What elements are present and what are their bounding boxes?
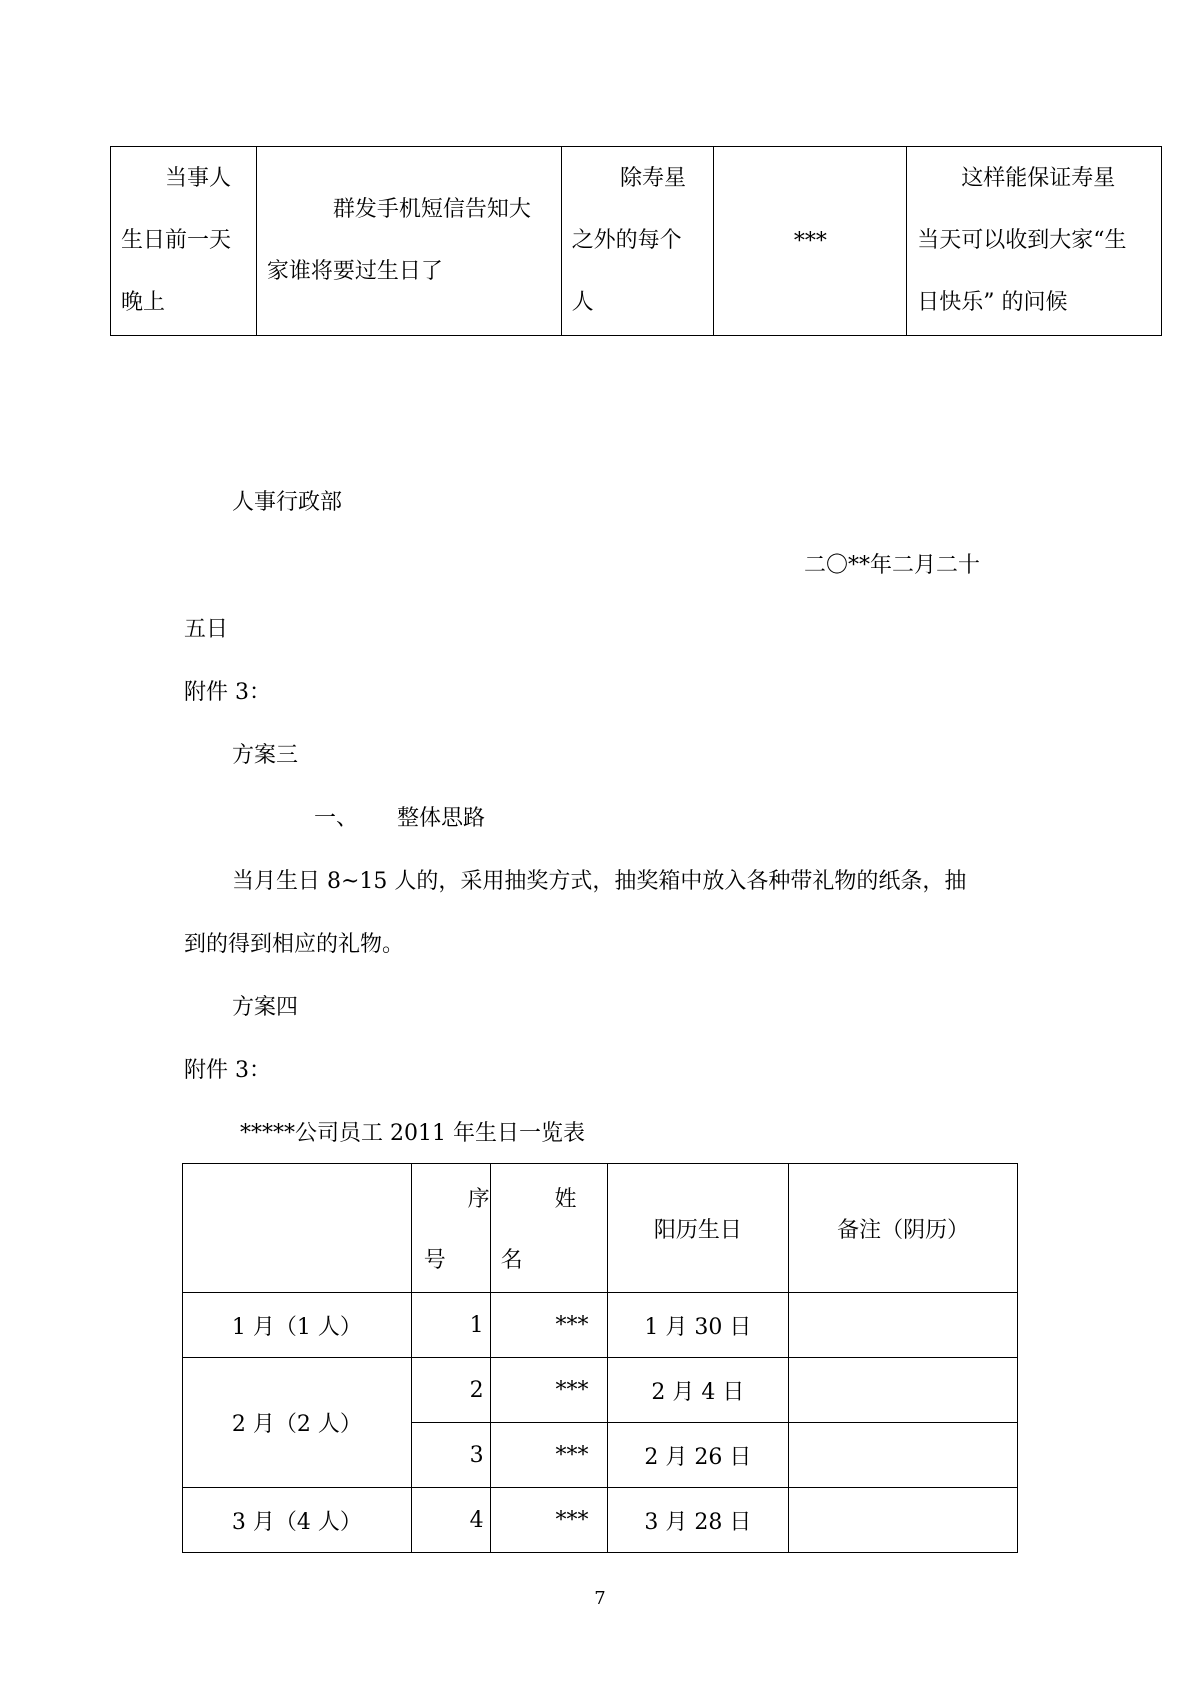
birthday-table-title: *****公司员工 2011 年生日一览表 [240, 1121, 585, 1146]
target-line: 之外的每个 [571, 228, 682, 253]
month-cell: 1 月（1 人） [183, 1293, 412, 1358]
time-line: 当事人 [165, 166, 232, 191]
name-cell: *** [490, 1423, 607, 1488]
table-row [111, 147, 1162, 336]
plan-three-title: 方案三 [232, 743, 299, 768]
name-cell: *** [490, 1488, 607, 1553]
action-cell [256, 147, 561, 336]
target-line: 人 [571, 290, 594, 315]
date-cell: 1 月 30 日 [607, 1293, 789, 1358]
note-line: 日快乐” 的问候 [917, 290, 1068, 315]
time-cell [111, 147, 257, 336]
note-line: 当天可以收到大家“生 [917, 228, 1127, 253]
note-cell [907, 147, 1162, 336]
remark-cell [789, 1423, 1018, 1488]
date-line: 二〇**年二月二十 [804, 553, 981, 578]
attachment-label: 附件 3： [184, 680, 271, 705]
seq-header [411, 1164, 490, 1293]
target-cell [561, 147, 714, 336]
table-row [183, 1358, 1018, 1423]
target-line: 除寿星 [619, 166, 686, 191]
month-cell: 3 月（4 人） [183, 1488, 412, 1553]
action-line: 群发手机短信告知大 [332, 197, 531, 222]
month-header [183, 1164, 412, 1293]
table-row [183, 1293, 1018, 1358]
date-cell: 3 月 28 日 [607, 1488, 789, 1553]
solar-birthday-header: 阳历生日 [607, 1164, 789, 1293]
action-line: 家谁将要过生日了 [266, 259, 443, 284]
birthday-table [182, 1163, 1018, 1553]
remark-cell [789, 1293, 1018, 1358]
department-name: 人事行政部 [232, 490, 343, 515]
table-header-row [183, 1164, 1018, 1293]
seq-cell: 3 [411, 1423, 490, 1488]
remark-cell [789, 1488, 1018, 1553]
page-number: 7 [594, 1588, 606, 1609]
name-cell: *** [490, 1358, 607, 1423]
seq-cell: 1 [411, 1293, 490, 1358]
seq-cell: 4 [411, 1488, 490, 1553]
date-cell: 2 月 4 日 [607, 1358, 789, 1423]
attachment-label-2: 附件 3： [184, 1058, 271, 1083]
seq-header-top: 序 [467, 1187, 490, 1212]
name-header-top: 姓 [554, 1187, 577, 1212]
date-cell: 2 月 26 日 [607, 1423, 789, 1488]
schedule-table [110, 146, 1162, 336]
name-header [490, 1164, 607, 1293]
remark-cell [789, 1358, 1018, 1423]
date-line-continued: 五日 [184, 617, 229, 642]
name-header-bottom: 名 [500, 1248, 523, 1273]
time-line: 生日前一天 [121, 228, 232, 253]
section-number: 一、 [314, 806, 359, 831]
remark-header: 备注（阴历） [789, 1164, 1018, 1293]
person-cell: *** [714, 147, 907, 336]
month-cell: 2 月（2 人） [183, 1358, 412, 1488]
note-line: 这样能保证寿星 [961, 166, 1116, 191]
name-cell: *** [490, 1293, 607, 1358]
time-line: 晚上 [121, 290, 166, 315]
plan-four-title: 方案四 [232, 995, 299, 1020]
table-row [183, 1488, 1018, 1553]
section-title: 整体思路 [397, 806, 486, 831]
seq-cell: 2 [411, 1358, 490, 1423]
plan-three-body: 当月生日 8~15 人的，采用抽奖方式，抽奖箱中放入各种带礼物的纸条，抽 [232, 869, 967, 894]
plan-three-body-continued: 到的得到相应的礼物。 [184, 932, 405, 957]
seq-header-bottom: 号 [423, 1248, 446, 1273]
